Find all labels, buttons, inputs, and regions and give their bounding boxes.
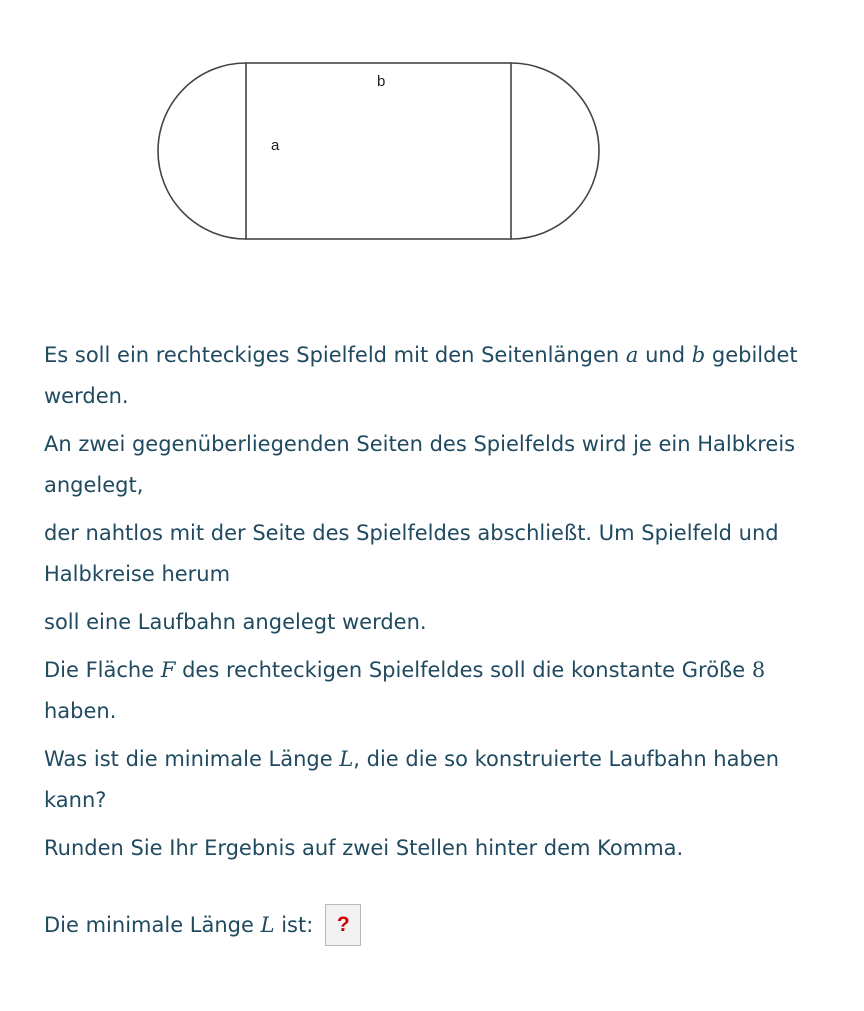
var-b: b xyxy=(691,343,706,367)
var-f: F xyxy=(160,658,176,682)
label-a: a xyxy=(271,137,280,154)
p5-text-before: Die Fläche xyxy=(44,658,161,682)
var-l: L xyxy=(339,747,354,771)
p1-text-before: Es soll ein rechteckiges Spielfeld mit den Seitenlängen xyxy=(44,343,626,367)
answer-var-l: L xyxy=(260,913,275,937)
var-a: a xyxy=(625,343,639,367)
paragraph-3: der nahtlos mit der Seite des Spielfeldes abschließt. Um Spielfeld und Halbkreise herum xyxy=(44,521,779,586)
right-semicircle xyxy=(511,63,599,239)
paragraph-5 xyxy=(44,650,844,732)
answer-label-after: ist: xyxy=(274,913,314,937)
p1-text-mid: und xyxy=(638,343,692,367)
stadium-figure xyxy=(0,0,864,300)
p5-text-mid: des rechteckigen Spielfeldes soll die konstante Größe xyxy=(175,658,752,682)
paragraph-7: Runden Sie Ihr Ergebnis auf zwei Stellen hinter dem Komma. xyxy=(44,836,684,860)
paragraph-2: An zwei gegenüberliegenden Seiten des Spielfelds wird je ein Halbkreis angelegt, xyxy=(44,432,796,497)
p5-text-after: haben. xyxy=(44,699,117,723)
p1-text-after: gebildet werden. xyxy=(44,343,798,408)
paragraph-1 xyxy=(44,335,844,417)
p6-text-before: Was ist die minimale Länge xyxy=(44,747,340,771)
answer-input[interactable]: ? xyxy=(325,904,361,946)
label-b: b xyxy=(377,73,386,90)
paragraph-6 xyxy=(44,739,844,821)
area-value: 8 xyxy=(751,658,766,682)
answer-label-before: Die minimale Länge xyxy=(44,913,261,937)
stadium-diagram xyxy=(0,0,864,300)
p6-text-after: , die die so konstruierte Laufbahn haben kann? xyxy=(44,747,780,812)
left-semicircle xyxy=(158,63,246,239)
answer-row xyxy=(44,903,361,947)
paragraph-4: soll eine Laufbahn angelegt werden. xyxy=(44,610,427,634)
problem-text xyxy=(44,335,844,876)
